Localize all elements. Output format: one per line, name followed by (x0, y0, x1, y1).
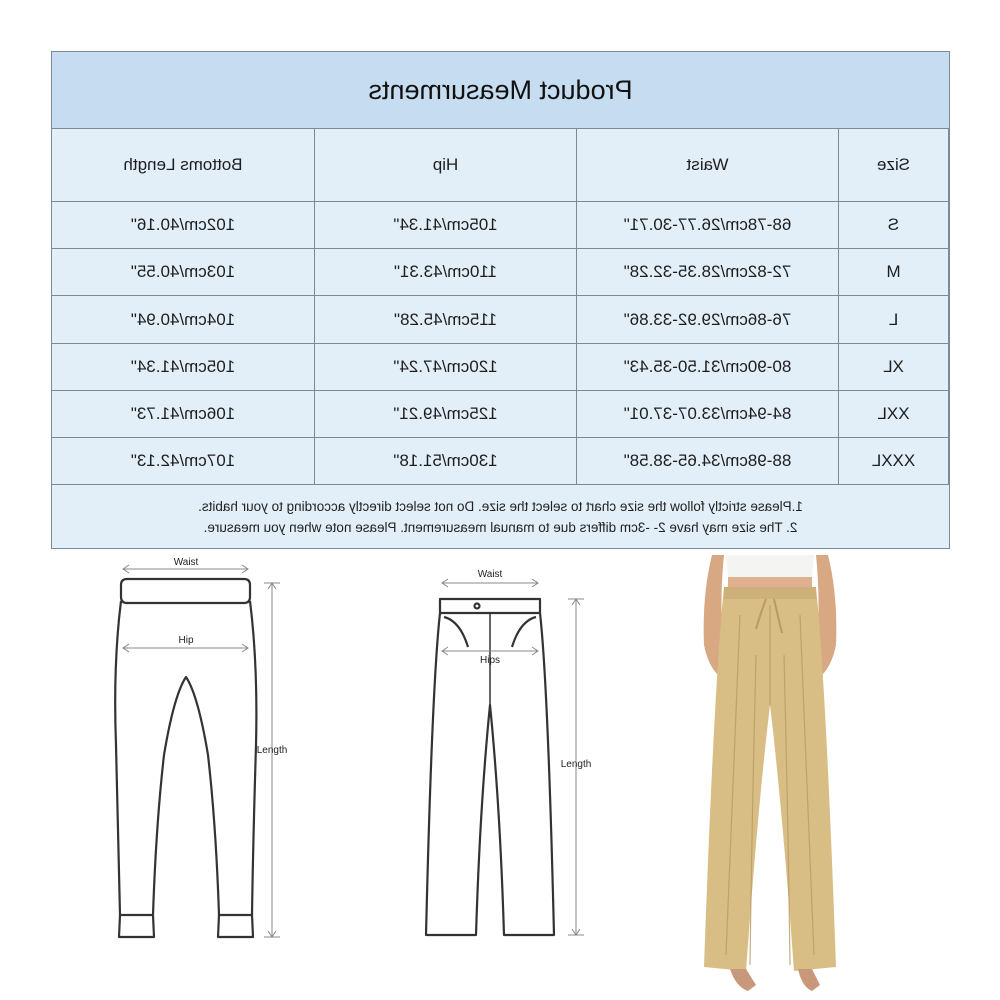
header-hip: Hip (315, 129, 577, 202)
hip-label: Hips (479, 655, 501, 666)
size-notes (52, 485, 949, 548)
wide-leg-pants-diagram (370, 555, 620, 945)
table-row (52, 249, 949, 296)
length-label: Length (256, 745, 288, 756)
table-row (52, 390, 949, 437)
length-label: Length (560, 759, 592, 770)
cell-waist: 76-86cm/29.92-33.86" (577, 296, 839, 343)
cell-size: L (839, 296, 949, 343)
note-line: 1.Please strictly follow the size chart to select the size. Do not select directly according to your habits. (198, 498, 803, 514)
chart-title: Product Measurments (52, 52, 949, 129)
hip-label: Hip (178, 635, 194, 646)
table-row (52, 202, 949, 249)
cell-waist: 68-78cm/26.77-30.71" (577, 202, 839, 249)
waist-label: Waist (173, 557, 199, 568)
foot-left (730, 969, 756, 991)
jogger-pants-diagram (70, 555, 320, 945)
cell-length: 103cm/40.55" (52, 249, 315, 296)
cell-size: XXL (839, 390, 949, 437)
cell-waist: 88-98cm/34.65-38.58" (577, 437, 839, 484)
size-table (51, 128, 949, 485)
foot-right (798, 969, 820, 991)
header-length: Bottoms Length (52, 129, 315, 202)
note-line: 2. The size may have 2- -3cm differs due to manual measurement. Please note when you measure. (203, 519, 798, 535)
cell-length: 106cm/41.73" (52, 390, 315, 437)
header-size: Size (839, 129, 949, 202)
header-waist: Waist (577, 129, 839, 202)
cell-length: 105cm/41.34" (52, 343, 315, 390)
cell-waist: 80-90cm/31.50-35.43" (577, 343, 839, 390)
cell-hip: 105cm/41.34" (315, 202, 577, 249)
cell-hip: 110cm/43.31" (315, 249, 577, 296)
product-photo (690, 555, 850, 995)
cell-length: 102cm/40.16" (52, 202, 315, 249)
cell-hip: 120cm/47.24" (315, 343, 577, 390)
cell-hip: 125cm/49.21" (315, 390, 577, 437)
cell-length: 104cm/40.94" (52, 296, 315, 343)
table-row (52, 343, 949, 390)
cell-length: 107cm/42.13" (52, 437, 315, 484)
cell-hip: 130cm/51.18" (315, 437, 577, 484)
table-header-row (52, 129, 949, 202)
cell-size: M (839, 249, 949, 296)
size-chart (51, 51, 950, 549)
cell-hip: 115cm/45.28" (315, 296, 577, 343)
cell-size: S (839, 202, 949, 249)
crop-top (726, 555, 814, 577)
table-row (52, 437, 949, 484)
table-row (52, 296, 949, 343)
waist-label: Waist (477, 569, 503, 580)
cell-size: XXXL (839, 437, 949, 484)
cell-waist: 84-94cm/33.07-37.01" (577, 390, 839, 437)
cell-size: XL (839, 343, 949, 390)
cell-waist: 72-82cm/28.35-32.28" (577, 249, 839, 296)
